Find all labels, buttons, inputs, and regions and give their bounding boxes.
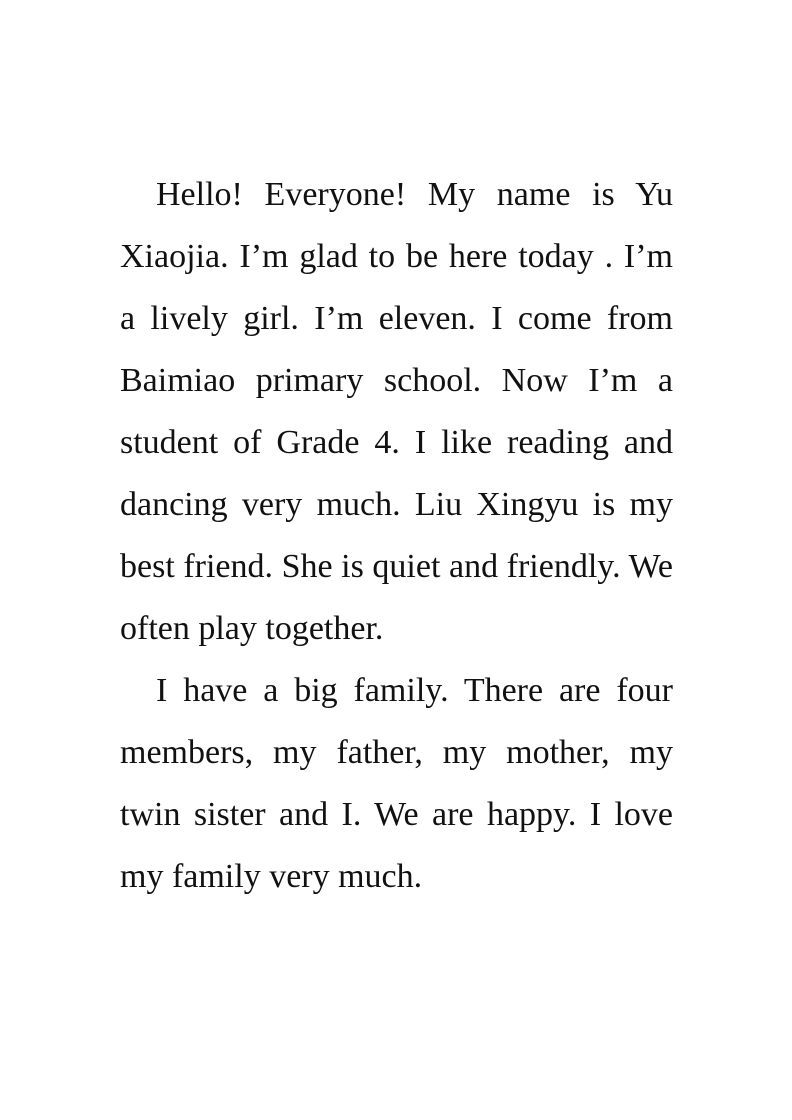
paragraph-introduction: Hello! Everyone! My name is Yu Xiaojia. I’m glad to be here today . I’m a lively girl. I’m eleven. I come from Baimiao primary school. Now I’m a student of Grade 4. I like reading and dancing very much. Liu Xingyu is my best friend. She is quiet and friendly. We often play together. <box>120 176 673 647</box>
document-body <box>120 164 673 908</box>
paragraph-family: I have a big family. There are four members, my father, my mother, my twin sister and I. We are happy. I love my family very much. <box>120 672 673 895</box>
